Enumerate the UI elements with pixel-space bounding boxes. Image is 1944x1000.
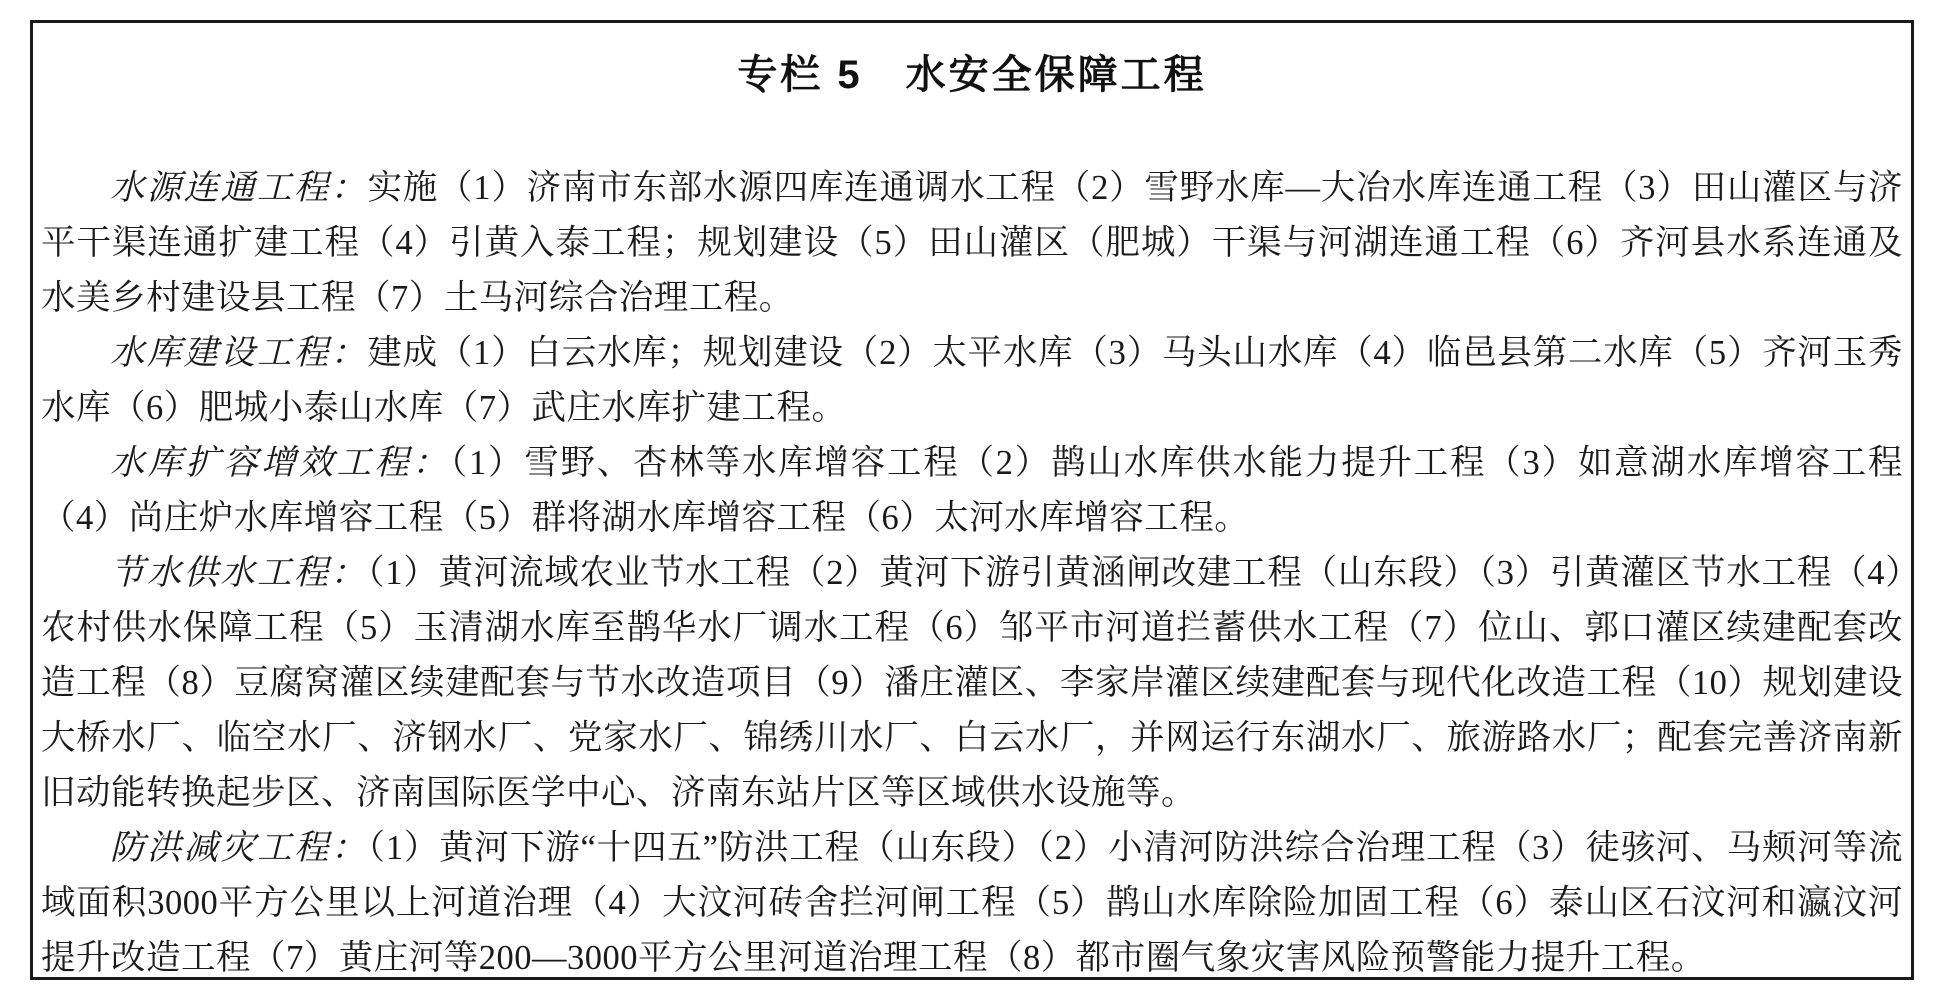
paragraph-lead: 水库扩容增效工程： (110, 444, 450, 482)
paragraph-text: 建成（1）白云水库；规划建设（2）太平水库（3）马头山水库（4）临邑县第二水库（5）齐河玉秀水库（6）肥城小泰山水库（7）武庄水库扩建工程。 (41, 334, 1904, 427)
paragraph-text: （1）黄河流域农业节水工程（2）黄河下游引黄涵闸改建工程（山东段）（3）引黄灌区节水工程（4）农村供水保障工程（5）玉清湖水库至鹊华水厂调水工程（6）邹平市河道拦蓄供水工程（7）位山、郭口灌区续建配套改造工程（8）豆腐窝灌区续建配套与节水改造项目（9）潘庄灌区、李家岸灌区续建配套与现代化改造工程（10）规划建设大桥水厂、临空水厂、济钢水厂、党家水厂、锦绣川水厂、白云水厂，并网运行东湖水厂、旅游路水厂；配套完善济南新旧动能转换起步区、济南国际医学中心、济南东站片区等区域供水设施等。 (41, 554, 1903, 812)
paragraph-text: （1）雪野、杏林等水库增容工程（2）鹊山水库供水能力提升工程（3）如意湖水库增容工程（4）尚庄炉水库增容工程（5）群将湖水库增容工程（6）太河水库增容工程。 (41, 444, 1904, 537)
paragraph-text: 实施（1）济南市东部水源四库连通调水工程（2）雪野水库—大冶水库连通工程（3）田山灌区与济平干渠连通扩建工程（4）引黄入泰工程；规划建设（5）田山灌区（肥城）干渠与河湖连通工程（6）齐河县水系连通及水美乡村建设县工程（7）土马河综合治理工程。 (41, 169, 1904, 317)
paragraph-water-saving-supply (41, 546, 1903, 821)
paragraph-water-source-connection (41, 161, 1903, 326)
paragraph-lead: 水源连通工程： (110, 169, 368, 207)
column-body (41, 161, 1903, 980)
paragraph-reservoir-expansion (41, 436, 1903, 546)
paragraph-lead: 水库建设工程： (110, 334, 368, 372)
paragraph-lead: 节水供水工程： (110, 554, 368, 592)
column-title: 专栏 5 水安全保障工程 (737, 53, 1207, 97)
paragraph-flood-control (41, 821, 1903, 980)
paragraph-text: （1）黄河下游“十四五”防洪工程（山东段）（2）小清河防洪综合治理工程（3）徒骇河、马颊河等流域面积3000平方公里以上河道治理（4）大汶河砖舍拦河闸工程（5）鹊山水库除险加固工程（6）泰山区石汶河和瀛汶河提升改造工程（7）黄庄河等200—3000平方公里河道治理工程（8）都市圈气象灾害风险预警能力提升工程。 (41, 829, 1903, 977)
paragraph-reservoir-construction (41, 326, 1903, 436)
document-box (30, 20, 1914, 980)
paragraph-lead: 防洪减灾工程： (110, 829, 368, 867)
